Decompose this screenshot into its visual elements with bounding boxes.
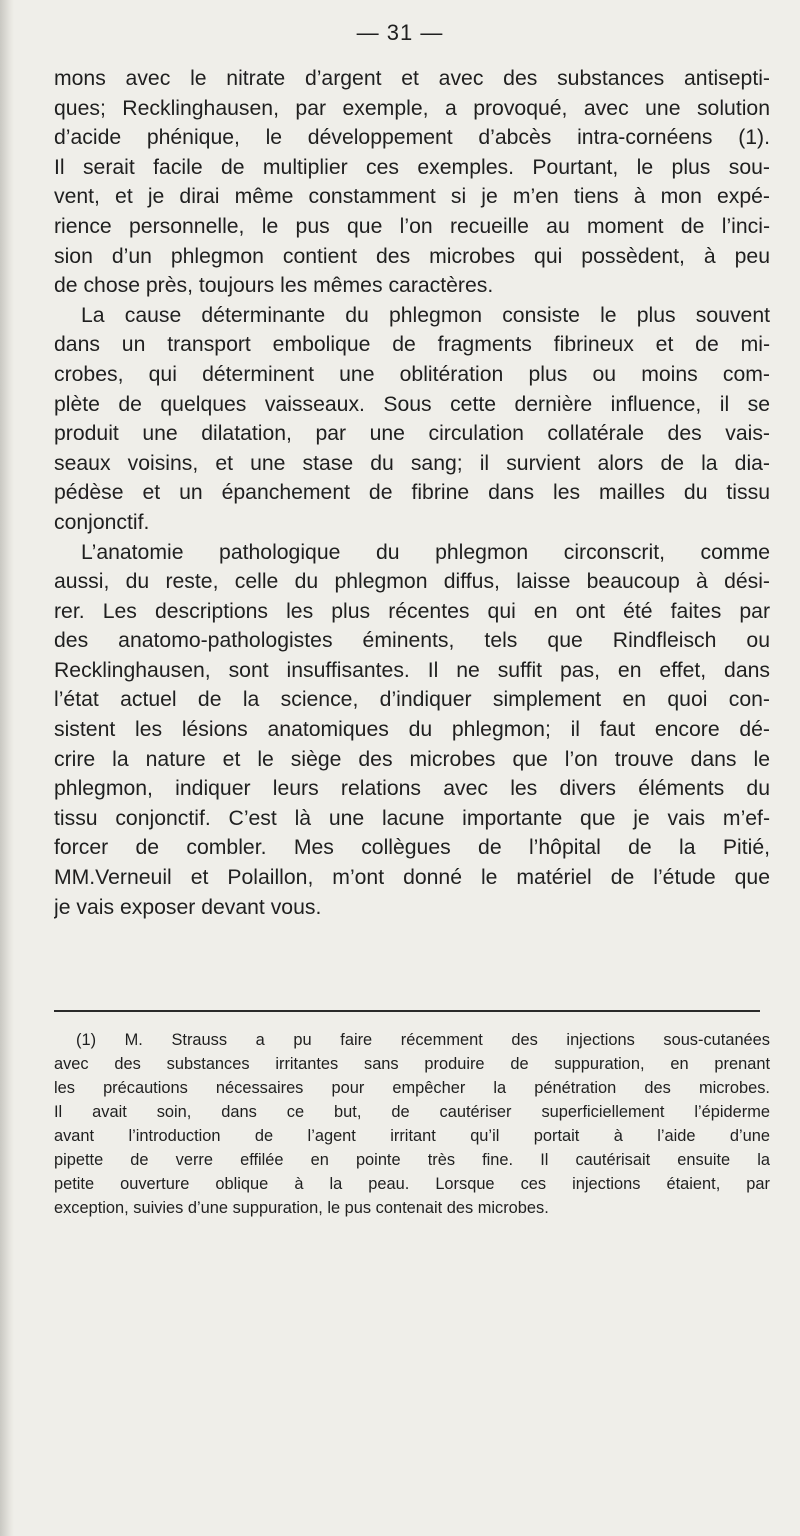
text-line: sion d’un phlegmon contient des microbes qui possèdent, à peu	[54, 244, 770, 268]
text-line: dans un transport embolique de fragments fibrineux et de mi-	[54, 333, 770, 357]
page-number: — 31 —	[356, 20, 444, 45]
text-line: des anatomo-pathologistes éminents, tels que Rindfleisch ou	[54, 629, 770, 653]
body-text	[54, 64, 770, 922]
text-line: forcer de combler. Mes collègues de l’hôpital de la Pitié,	[54, 836, 770, 860]
text-line: je vais exposer devant vous.	[54, 895, 322, 919]
footnote	[54, 1028, 770, 1220]
paragraph	[54, 538, 770, 923]
paragraph	[54, 301, 770, 538]
text-line: phlegmon, indiquer leurs relations avec les divers éléments du	[54, 777, 770, 801]
text-line: rience personnelle, le pus que l’on recueille au moment de l’inci-	[54, 214, 770, 238]
footnote-line: pipette de verre effilée en pointe très fine. Il cautérisait ensuite la	[54, 1151, 770, 1169]
text-line: mons avec le nitrate d’argent et avec des substances antisepti-	[54, 67, 770, 90]
page-edge-shadow	[0, 0, 14, 1536]
text-line: Recklinghausen, sont insuffisantes. Il ne suffit pas, en effet, dans	[54, 658, 770, 682]
paragraph	[54, 64, 770, 301]
text-line: sistent les lésions anatomiques du phlegmon; il faut encore dé-	[54, 718, 770, 742]
text-line: l’état actuel de la science, d’indiquer simplement en quoi con-	[54, 688, 770, 712]
text-line: d’acide phénique, le développement d’abcès intra-cornéens (1).	[54, 126, 770, 150]
text-line: conjonctif.	[54, 510, 150, 534]
footnote-divider	[54, 1010, 760, 1012]
text-line: plète de quelques vaisseaux. Sous cette dernière influence, il se	[54, 392, 770, 416]
footnote-line: avant l’introduction de l’agent irritant qu’il portait à l’aide d’une	[54, 1127, 770, 1145]
text-line: pédèse et un épanchement de fibrine dans les mailles du tissu	[54, 481, 770, 505]
text-line: produit une dilatation, par une circulation collatérale des vais-	[54, 422, 770, 446]
footnote-line: Il avait soin, dans ce but, de cautériser superficiellement l’épiderme	[54, 1103, 770, 1121]
footnote-line: les précautions nécessaires pour empêcher la pénétration des microbes.	[54, 1079, 770, 1097]
text-line: ques; Recklinghausen, par exemple, a provoqué, avec une solution	[54, 96, 770, 120]
footnote-line: exception, suivies d’une suppuration, le pus contenait des microbes.	[54, 1199, 549, 1217]
text-line: rer. Les descriptions les plus récentes qui en ont été faites par	[54, 599, 770, 623]
footnote-line: (1) M. Strauss a pu faire récemment des injections sous-cutanées	[76, 1031, 770, 1049]
text-line: vent, et je dirai même constamment si je m’en tiens à mon expé-	[54, 185, 770, 209]
text-line: crobes, qui déterminent une oblitération plus ou moins com-	[54, 362, 770, 386]
text-line: crire la nature et le siège des microbes que l’on trouve dans le	[54, 747, 770, 771]
footnote-line: petite ouverture oblique à la peau. Lorsque ces injections étaient, par	[54, 1175, 770, 1193]
text-line: seaux voisins, et une stase du sang; il survient alors de la dia-	[54, 451, 770, 475]
text-line: La cause déterminante du phlegmon consiste le plus souvent	[81, 303, 770, 327]
text-line: de chose près, toujours les mêmes caractères.	[54, 274, 494, 298]
text-line: aussi, du reste, celle du phlegmon diffus, laisse beaucoup à dési-	[54, 570, 770, 594]
text-line: MM.Verneuil et Polaillon, m’ont donné le matériel de l’étude que	[54, 866, 770, 890]
text-line: tissu conjonctif. C’est là une lacune importante que je vais m’ef-	[54, 806, 770, 830]
footnote-line: avec des substances irritantes sans produire de suppuration, en prenant	[54, 1055, 770, 1073]
text-line: Il serait facile de multiplier ces exemples. Pourtant, le plus sou-	[54, 155, 770, 179]
text-line: L’anatomie pathologique du phlegmon circonscrit, comme	[81, 540, 770, 564]
